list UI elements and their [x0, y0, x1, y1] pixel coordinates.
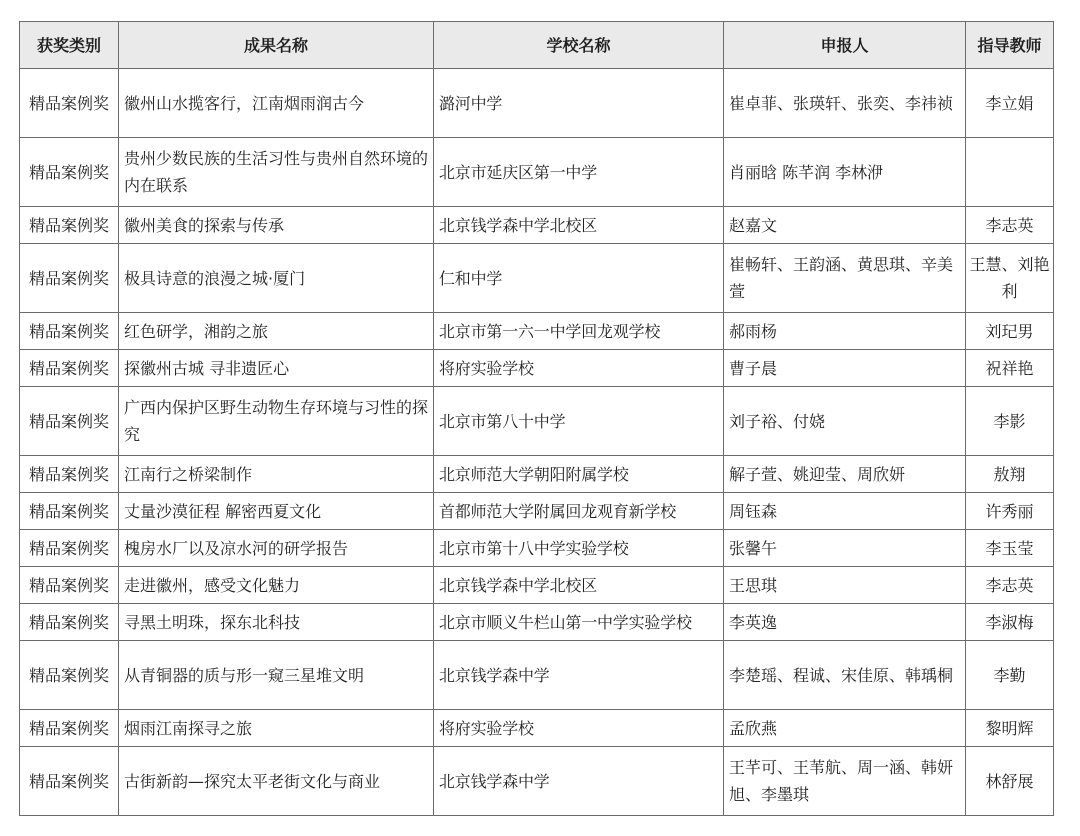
cell-applicants: 王芊可、王苇航、周一涵、韩妍旭、李墨琪 [724, 747, 966, 816]
table-row [20, 138, 1054, 207]
cell-teacher [966, 138, 1054, 207]
table-row [20, 641, 1054, 710]
cell-title: 古街新韵—探究太平老街文化与商业 [119, 747, 434, 816]
cell-teacher: 刘玘男 [966, 313, 1054, 350]
cell-title: 红色研学，湘韵之旅 [119, 313, 434, 350]
cell-school: 北京市第十八中学实验学校 [434, 530, 724, 567]
cell-award: 精品案例奖 [20, 493, 119, 530]
cell-teacher: 李勤 [966, 641, 1054, 710]
table-row [20, 244, 1054, 313]
cell-applicants: 张馨午 [724, 530, 966, 567]
cell-teacher: 李志英 [966, 207, 1054, 244]
awards-table [19, 21, 1054, 816]
cell-applicants: 李英逸 [724, 604, 966, 641]
table-row [20, 387, 1054, 456]
cell-applicants: 孟欣燕 [724, 710, 966, 747]
cell-teacher: 李立娟 [966, 69, 1054, 138]
cell-award: 精品案例奖 [20, 604, 119, 641]
cell-school: 仁和中学 [434, 244, 724, 313]
cell-title: 从青铜器的质与形一窥三星堆文明 [119, 641, 434, 710]
cell-teacher: 李影 [966, 387, 1054, 456]
cell-award: 精品案例奖 [20, 350, 119, 387]
cell-teacher: 黎明辉 [966, 710, 1054, 747]
cell-award: 精品案例奖 [20, 530, 119, 567]
cell-applicants: 曹子晨 [724, 350, 966, 387]
cell-applicants: 郝雨杨 [724, 313, 966, 350]
cell-title: 江南行之桥梁制作 [119, 456, 434, 493]
cell-school: 北京钱学森中学北校区 [434, 207, 724, 244]
cell-title: 广西内保护区野生动物生存环境与习性的探究 [119, 387, 434, 456]
cell-title: 走进徽州，感受文化魅力 [119, 567, 434, 604]
table-row [20, 530, 1054, 567]
cell-award: 精品案例奖 [20, 207, 119, 244]
cell-title: 贵州少数民族的生活习性与贵州自然环境的内在联系 [119, 138, 434, 207]
cell-applicants: 赵嘉文 [724, 207, 966, 244]
cell-award: 精品案例奖 [20, 313, 119, 350]
cell-award: 精品案例奖 [20, 567, 119, 604]
cell-title: 丈量沙漠征程 解密西夏文化 [119, 493, 434, 530]
cell-award: 精品案例奖 [20, 138, 119, 207]
cell-title: 徽州山水揽客行，江南烟雨润古今 [119, 69, 434, 138]
cell-applicants: 周钰森 [724, 493, 966, 530]
cell-school: 北京市顺义牛栏山第一中学实验学校 [434, 604, 724, 641]
cell-title: 槐房水厂以及凉水河的研学报告 [119, 530, 434, 567]
header-school-name: 学校名称 [434, 22, 724, 69]
header-project-title: 成果名称 [119, 22, 434, 69]
cell-teacher: 敖翔 [966, 456, 1054, 493]
cell-title: 徽州美食的探索与传承 [119, 207, 434, 244]
cell-award: 精品案例奖 [20, 710, 119, 747]
cell-teacher: 林舒展 [966, 747, 1054, 816]
cell-applicants: 李楚瑶、程诚、宋佳原、韩瑀桐 [724, 641, 966, 710]
cell-teacher: 许秀丽 [966, 493, 1054, 530]
cell-title: 探徽州古城 寻非遗匠心 [119, 350, 434, 387]
table-row [20, 456, 1054, 493]
cell-title: 烟雨江南探寻之旅 [119, 710, 434, 747]
cell-title: 极具诗意的浪漫之城·厦门 [119, 244, 434, 313]
cell-award: 精品案例奖 [20, 641, 119, 710]
cell-school: 将府实验学校 [434, 350, 724, 387]
cell-award: 精品案例奖 [20, 747, 119, 816]
table-row [20, 69, 1054, 138]
cell-teacher: 李玉莹 [966, 530, 1054, 567]
cell-applicants: 解子萱、姚迎莹、周欣妍 [724, 456, 966, 493]
table-row [20, 710, 1054, 747]
cell-applicants: 刘子裕、付娆 [724, 387, 966, 456]
table-row [20, 313, 1054, 350]
cell-school: 北京钱学森中学北校区 [434, 567, 724, 604]
cell-teacher: 祝祥艳 [966, 350, 1054, 387]
cell-school: 北京市第一六一中学回龙观学校 [434, 313, 724, 350]
header-applicants: 申报人 [724, 22, 966, 69]
cell-teacher: 王慧、刘艳利 [966, 244, 1054, 313]
cell-school: 北京钱学森中学 [434, 641, 724, 710]
cell-school: 北京钱学森中学 [434, 747, 724, 816]
cell-school: 将府实验学校 [434, 710, 724, 747]
table-row [20, 493, 1054, 530]
cell-applicants: 王思琪 [724, 567, 966, 604]
cell-award: 精品案例奖 [20, 456, 119, 493]
cell-school: 首都师范大学附属回龙观育新学校 [434, 493, 724, 530]
table-row [20, 747, 1054, 816]
cell-school: 潞河中学 [434, 69, 724, 138]
header-row [20, 22, 1054, 69]
cell-school: 北京市延庆区第一中学 [434, 138, 724, 207]
cell-school: 北京师范大学朝阳附属学校 [434, 456, 724, 493]
cell-title: 寻黑土明珠，探东北科技 [119, 604, 434, 641]
cell-applicants: 崔畅轩、王韵涵、黄思琪、辛美萱 [724, 244, 966, 313]
cell-teacher: 李志英 [966, 567, 1054, 604]
table-row [20, 207, 1054, 244]
cell-award: 精品案例奖 [20, 244, 119, 313]
cell-applicants: 肖丽晗 陈芊润 李林洢 [724, 138, 966, 207]
cell-award: 精品案例奖 [20, 69, 119, 138]
cell-award: 精品案例奖 [20, 387, 119, 456]
table-row [20, 350, 1054, 387]
cell-applicants: 崔卓菲、张瑛轩、张奕、李祎祯 [724, 69, 966, 138]
header-advisor: 指导教师 [966, 22, 1054, 69]
table-row [20, 567, 1054, 604]
awards-table-container [19, 21, 1054, 816]
table-row [20, 604, 1054, 641]
header-award-category: 获奖类别 [20, 22, 119, 69]
cell-teacher: 李淑梅 [966, 604, 1054, 641]
cell-school: 北京市第八十中学 [434, 387, 724, 456]
